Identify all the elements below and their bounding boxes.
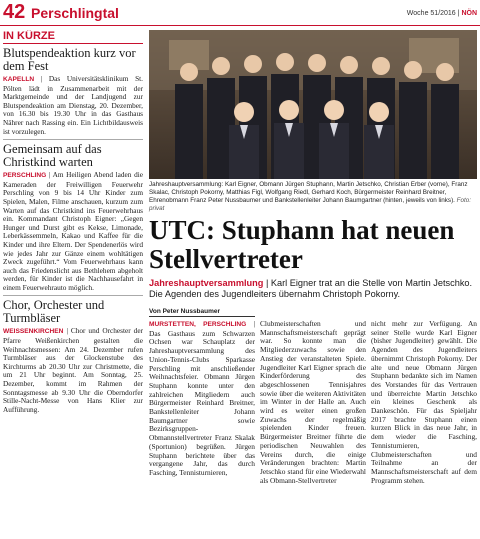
brief-location: KAPELLN [3,76,35,83]
week-label: Woche 51/2016 [406,10,456,17]
article-byline: Von Peter Nussbaumer [149,308,255,317]
brief-text: | Das Universitätsklinikum St. Pölten lädt in Zusammenarbeit mit der Marktgemeinde und der Landjugend zur Blutspendeaktion am Dienstag, 20. Dezember, von 16.30 bis 19.30 Uhr in das Gasthaus Nährer nach Rassing ein. Ein Lichtbildausweis ist vorzulegen. [3,74,143,136]
group-photo [149,30,477,179]
issue-info: Woche 51/2016 | NÖN [406,10,477,17]
brief-location: PERSCHLING [3,172,47,180]
rubric-title: IN KÜRZE [3,30,143,44]
brief-location: WEISSENKIRCHEN [3,328,64,336]
column-text: | Das Gasthaus zum Schwarzen Ochsen war Schauplatz der Jahreshauptversammlung des Union-Tennis-Clubs Sparkasse Perschling mit anschließender Weihnachtsfeier. Obmann Jürgen Stuphann konnte unter den zahlreichen Mitgliedern auch Bürgermeister Reinhard Breitner, Bankstellenleiter Johann Baumgartner sowie Bezirksgruppen-Obmannstellvertreter Franz Skalak (Sportunion) begrüßen. Jürgen Stuphann berichtete über das vergangene Jahr, das durch Fasching, Tennisturnieren, [149,320,255,477]
brief-item [3,299,143,414]
brief-title: Gemeinsam auf das Christkind warten [3,142,102,170]
article-headline: UTC: Stuphann hat neuen Stellvertreter [149,215,455,274]
article-location: MURSTETTEN, PERSCHLING [149,321,247,328]
article-column [149,320,255,535]
article-body [149,320,477,535]
photo-credit: Foto: privat [149,197,472,212]
page-header [0,0,480,26]
caption-text: Jahreshauptversammlung: Karl Eigner, Obmann Jürgen Stuphann, Martin Jetschko, Christian Erber (vorne), Franz Skalac, Christoph Pokorny, Matthias Figl, Wolfgang Riedl, Gerhard Koch, Bürgermeister Reinhard Breitner, Ehrenobmann Franz Peter Nussbaumer und Bankstellenleiter Johann Baumgartner (hinten, jeweils von links). [149,181,468,204]
brand-logo: NÖN [461,10,477,17]
brief-text: | Am Heiligen Abend laden die Kameraden der Freiwilligen Feuerwehr Perschling von 9 bis 14 Uhr Kinder zum Spielen, Malen, Filme anschauen, kurzum zum Warten auf das Christkind ins Feuerwehrhaus ein. Kommandant Christoph Eigner: „Gegen Hunger und Durst gibt es Kekse, Limonade, Leberkässemmeln, Kakao und Kaffee für die Kinder und ihre Eltern. Der Spendenerlös wird wie jedes Jahr zur Gänze einem wohltätigen Zweck zugeführt.“ Vom Feuerwehrhaus kann auch das Friedenslicht aus Bethlehem abgeholt werden, für Kinder ist die Nachhausefahrt in einem Feuerwehrauto möglich. [3,170,143,292]
divider [3,295,143,296]
article-lead [149,278,477,300]
article-column: Clubmeisterschaften und Mannschaftsmeisterschaft geprägt war. So konnte man die Mitgliederzuwachs sowie den Anstieg der veranstalteten Spiele. Jugendleiter Karl Eigner sprach die Kinderförderung des abgeschlossenen Tennisjahres sowie über die weiteren Aktivitäten im Winter in der Halle an. Auch wird es weiter einen großen Zuwachs der regelmäßig spielenden Kinder freuen. Bürgermeister Breitner führte die periodischen Neuwahlen des Vereins durch, die einige Veränderungen brachten: Martin Jetschko stand für eine Wiederwahl als Obmann-Stellvertreter [260,320,366,485]
brief-item [3,47,143,136]
section-title: Perschlingtal [31,5,119,21]
brief-body [3,327,143,414]
lead-text: | Karl Eigner trat an die Stelle von Martin Jetschko. Die Agenden des Jugendleiters übernahm Christoph Pokorny. [149,278,473,299]
brief-item [3,143,143,292]
photo-caption [149,181,477,213]
brief-body [3,75,143,136]
group-photo-illustration [149,30,477,179]
page-number: 42 [3,1,26,23]
brief-body [3,171,143,292]
article-kicker: Jahreshauptversammlung [149,278,264,288]
brief-title: Blutspendeaktion kurz vor dem Fest [3,46,136,73]
brief-title: Chor, Orchester und Turmbläser [3,298,105,326]
brief-text: | Chor und Orchester der Pfarre Weißenkirchen gestalten die Weihnachtsmessen: Am 24. Dezember rufen Turmbläser aus der Glockenstube des Kirchturms ab 20.30 Uhr zur Christmette, die um 21 Uhr beginnt. Am Sonntag, 25. Dezember, kommt im Rahmen der Sonntagsmesse ab 9.30 Uhr die Oberndorfer Stille-Nacht-Messe von Hans Klier zur Aufführung. [3,326,143,414]
news-brief-column [3,30,143,535]
article-column: nicht mehr zur Verfügung. An seiner Stelle wurde Karl Eigner (bisher Jugendleiter) gewählt. Die Agenden des Jugendleiters übernimmt Christoph Pokorny. Der alte und neue Obmann Jürgen Stuphann bedankte sich im Namen des Vorstandes für das Vertrauen und überreichte Martin Jetschko ein kleines Geschenk als Dankeschön. Für das Spieljahr 2017 brachte Stuphann einen kurzen Blick in das neue Jahr, in dem wieder die Fasching, Tennisturnieren, Clubmeisterschaften und Teilnahme an der Mannschaftsmeisterschaft auf dem Programm stehen. [371,320,477,485]
divider [3,139,143,140]
